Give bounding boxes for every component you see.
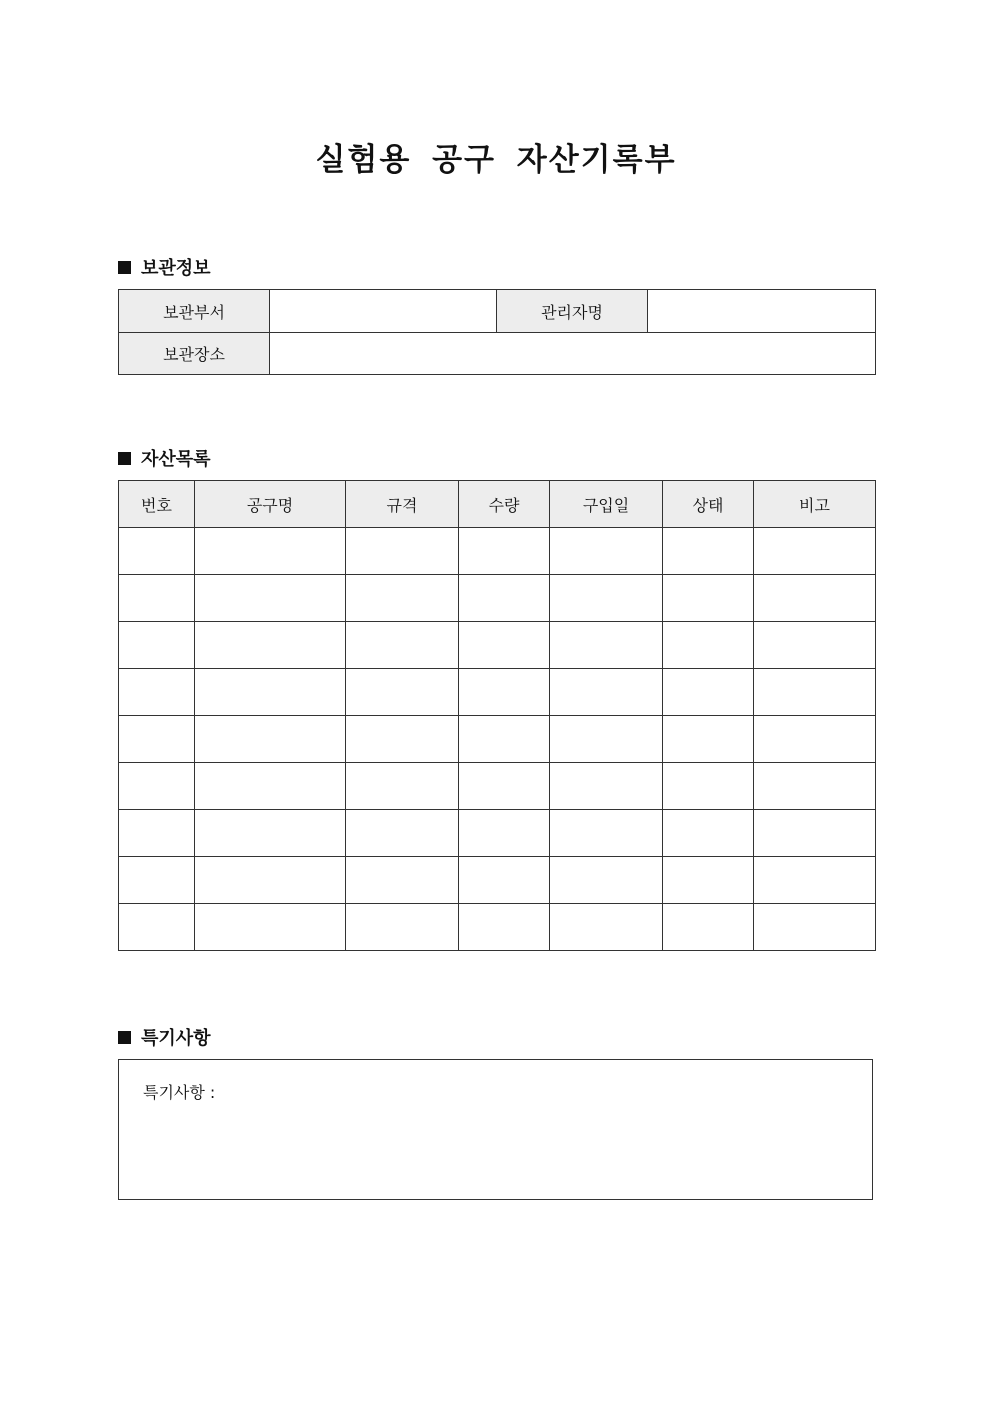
table-row: [119, 904, 876, 951]
table-cell[interactable]: [459, 904, 550, 951]
table-cell[interactable]: [119, 575, 195, 622]
manager-field[interactable]: [648, 290, 876, 333]
table-cell[interactable]: [459, 528, 550, 575]
table-row: [119, 528, 876, 575]
table-cell[interactable]: [459, 716, 550, 763]
column-header-status: 상태: [663, 481, 754, 528]
table-cell[interactable]: [550, 904, 663, 951]
table-cell[interactable]: [663, 904, 754, 951]
table-cell[interactable]: [663, 763, 754, 810]
table-cell[interactable]: [459, 669, 550, 716]
storage-section-heading: [118, 254, 211, 280]
table-cell[interactable]: [346, 716, 459, 763]
table-cell[interactable]: [119, 528, 195, 575]
table-cell[interactable]: [346, 622, 459, 669]
table-row: [119, 575, 876, 622]
notes-section-heading: [118, 1024, 211, 1050]
location-label: 보관장소: [119, 333, 270, 375]
table-cell[interactable]: [754, 857, 876, 904]
table-row: [119, 622, 876, 669]
column-header-remarks: 비고: [754, 481, 876, 528]
table-cell[interactable]: [346, 528, 459, 575]
table-cell[interactable]: [754, 904, 876, 951]
table-cell[interactable]: [550, 669, 663, 716]
table-cell[interactable]: [754, 763, 876, 810]
storage-info-table: [118, 289, 876, 375]
table-cell[interactable]: [195, 763, 346, 810]
table-row: [119, 810, 876, 857]
square-bullet-icon: [118, 452, 131, 465]
dept-field[interactable]: [270, 290, 497, 333]
table-cell[interactable]: [119, 857, 195, 904]
table-cell[interactable]: [119, 716, 195, 763]
table-cell[interactable]: [195, 575, 346, 622]
table-cell[interactable]: [195, 904, 346, 951]
square-bullet-icon: [118, 1031, 131, 1044]
table-cell[interactable]: [195, 622, 346, 669]
table-cell[interactable]: [663, 716, 754, 763]
table-cell[interactable]: [550, 716, 663, 763]
table-cell[interactable]: [459, 622, 550, 669]
table-row: [119, 763, 876, 810]
asset-heading-text: 자산목록: [141, 449, 211, 470]
page-title: 실험용 공구 자산기록부: [315, 142, 677, 178]
table-cell[interactable]: [550, 528, 663, 575]
table-cell[interactable]: [550, 575, 663, 622]
table-cell[interactable]: [663, 669, 754, 716]
table-cell[interactable]: [346, 810, 459, 857]
table-cell[interactable]: [459, 810, 550, 857]
table-cell[interactable]: [663, 575, 754, 622]
table-cell[interactable]: [346, 904, 459, 951]
table-cell[interactable]: [459, 575, 550, 622]
dept-label: 보관부서: [119, 290, 270, 333]
table-cell[interactable]: [119, 904, 195, 951]
table-cell[interactable]: [550, 857, 663, 904]
square-bullet-icon: [118, 261, 131, 274]
table-cell[interactable]: [119, 622, 195, 669]
table-cell[interactable]: [459, 763, 550, 810]
table-cell[interactable]: [346, 575, 459, 622]
table-cell[interactable]: [754, 622, 876, 669]
table-cell[interactable]: [754, 575, 876, 622]
column-header-spec: 규격: [346, 481, 459, 528]
table-cell[interactable]: [550, 763, 663, 810]
storage-heading-text: 보관정보: [141, 258, 211, 279]
table-row: [119, 857, 876, 904]
table-cell[interactable]: [119, 810, 195, 857]
table-cell[interactable]: [754, 528, 876, 575]
table-cell[interactable]: [663, 810, 754, 857]
table-cell[interactable]: [119, 669, 195, 716]
notes-heading-text: 특기사항: [141, 1028, 211, 1049]
table-cell[interactable]: [195, 857, 346, 904]
table-cell[interactable]: [754, 669, 876, 716]
table-row: [119, 716, 876, 763]
table-cell[interactable]: [195, 716, 346, 763]
table-cell[interactable]: [195, 810, 346, 857]
table-cell[interactable]: [550, 622, 663, 669]
column-header-purchase-date: 구입일: [550, 481, 663, 528]
asset-section-heading: [118, 445, 211, 471]
table-cell[interactable]: [550, 810, 663, 857]
table-cell[interactable]: [663, 528, 754, 575]
table-row: [119, 669, 876, 716]
column-header-number: 번호: [119, 481, 195, 528]
table-cell[interactable]: [754, 716, 876, 763]
table-cell[interactable]: [663, 622, 754, 669]
notes-box[interactable]: [118, 1059, 873, 1200]
notes-box-label: 특기사항 :: [143, 1083, 216, 1102]
table-cell[interactable]: [195, 528, 346, 575]
location-field[interactable]: [270, 333, 876, 375]
table-cell[interactable]: [346, 669, 459, 716]
table-cell[interactable]: [346, 763, 459, 810]
table-cell[interactable]: [346, 857, 459, 904]
table-cell[interactable]: [663, 857, 754, 904]
table-cell[interactable]: [119, 763, 195, 810]
column-header-tool-name: 공구명: [195, 481, 346, 528]
asset-list-table: [118, 480, 876, 951]
table-cell[interactable]: [459, 857, 550, 904]
manager-label: 관리자명: [497, 290, 648, 333]
column-header-quantity: 수량: [459, 481, 550, 528]
table-cell[interactable]: [754, 810, 876, 857]
table-cell[interactable]: [195, 669, 346, 716]
